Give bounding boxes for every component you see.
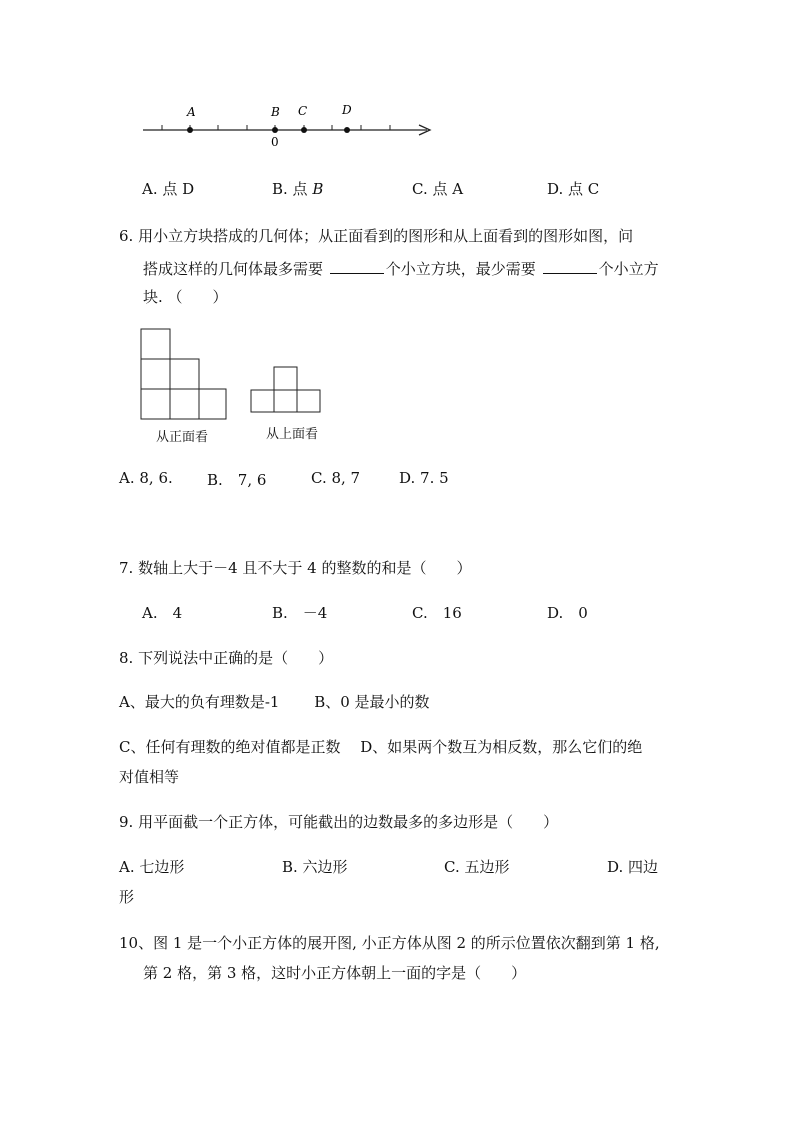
q7-option-d: D. 0 xyxy=(547,604,588,622)
point-b-label: B xyxy=(271,105,280,119)
q9-stem: 9. 用平面截一个正方体，可能截出的边数最多的多边形是（ ） xyxy=(119,813,559,831)
q7-stem: 7. 数轴上大于－4 且不大于 4 的整数的和是（ ） xyxy=(119,559,472,577)
q9-option-c: C. 五边形 xyxy=(444,858,510,876)
q7-option-a: A. 4 xyxy=(142,604,183,622)
q5-option-c: C. 点 A xyxy=(412,180,464,198)
q6-line-2-part-a: 搭成这样的几何体最多需要 xyxy=(143,260,324,278)
number-line-figure xyxy=(135,98,445,153)
q6-option-b: B. 7, 6 xyxy=(207,471,267,489)
point-a-label: A xyxy=(187,105,196,119)
q6-option-d: D. 7. 5 xyxy=(399,469,449,487)
q7-option-b: B. －4 xyxy=(272,604,328,622)
q5-option-a: A. 点 D xyxy=(142,180,195,198)
q9-option-a: A. 七边形 xyxy=(119,858,185,876)
q6-option-c: C. 8, 7 xyxy=(311,469,361,487)
q7-option-c: C. 16 xyxy=(412,604,462,622)
q8-options-cd-wrap: 对值相等 xyxy=(119,768,180,786)
q8-options-cd: C、任何有理数的绝对值都是正数 D、如果两个数互为相反数，那么它们的绝 xyxy=(119,738,643,756)
q8-options-ab: A、最大的负有理数是-1 B、0 是最小的数 xyxy=(119,693,430,711)
point-d-dot xyxy=(344,127,350,133)
q6-line-2 xyxy=(143,258,659,279)
q6-option-a: A. 8, 6. xyxy=(119,469,173,487)
q6-blank-1 xyxy=(330,273,384,274)
q10-line-2: 第 2 格，第 3 格，这时小正方体朝上一面的字是（ ） xyxy=(143,964,527,982)
q6-line-2-part-c: 个小立方 xyxy=(598,260,659,278)
point-a-dot xyxy=(187,127,193,133)
top-view-caption: 从上面看 xyxy=(266,427,319,442)
point-c-dot xyxy=(301,127,307,133)
point-d-label: D xyxy=(342,103,352,117)
q5-option-d: D. 点 C xyxy=(547,180,600,198)
q9-option-d-wrap: 形 xyxy=(119,888,135,906)
q6-line-3: 块. （ ） xyxy=(143,288,228,306)
q5-option-b-letter: B xyxy=(312,180,324,198)
zero-label: 0 xyxy=(271,135,279,149)
q6-line-2-part-b: 个小立方块，最少需要 xyxy=(385,260,536,278)
point-b-dot xyxy=(272,127,278,133)
point-c-label: C xyxy=(298,104,308,118)
q5-option-b xyxy=(272,178,323,199)
q9-option-b: B. 六边形 xyxy=(282,858,348,876)
q5-option-b-prefix: B. 点 xyxy=(272,180,313,198)
top-view-figure xyxy=(248,365,324,415)
front-view-figure xyxy=(138,326,230,424)
front-view-caption: 从正面看 xyxy=(156,430,209,445)
q6-line-1: 6. 用小立方块搭成的几何体；从正面看到的图形和从上面看到的图形如图，问 xyxy=(119,227,634,245)
q6-blank-2 xyxy=(543,273,597,274)
q10-line-1: 10、图 1 是一个小正方体的展开图, 小正方体从图 2 的所示位置依次翻到第 1 格, xyxy=(119,934,660,952)
q8-stem: 8. 下列说法中正确的是（ ） xyxy=(119,649,334,667)
q9-option-d: D. 四边 xyxy=(607,858,659,876)
